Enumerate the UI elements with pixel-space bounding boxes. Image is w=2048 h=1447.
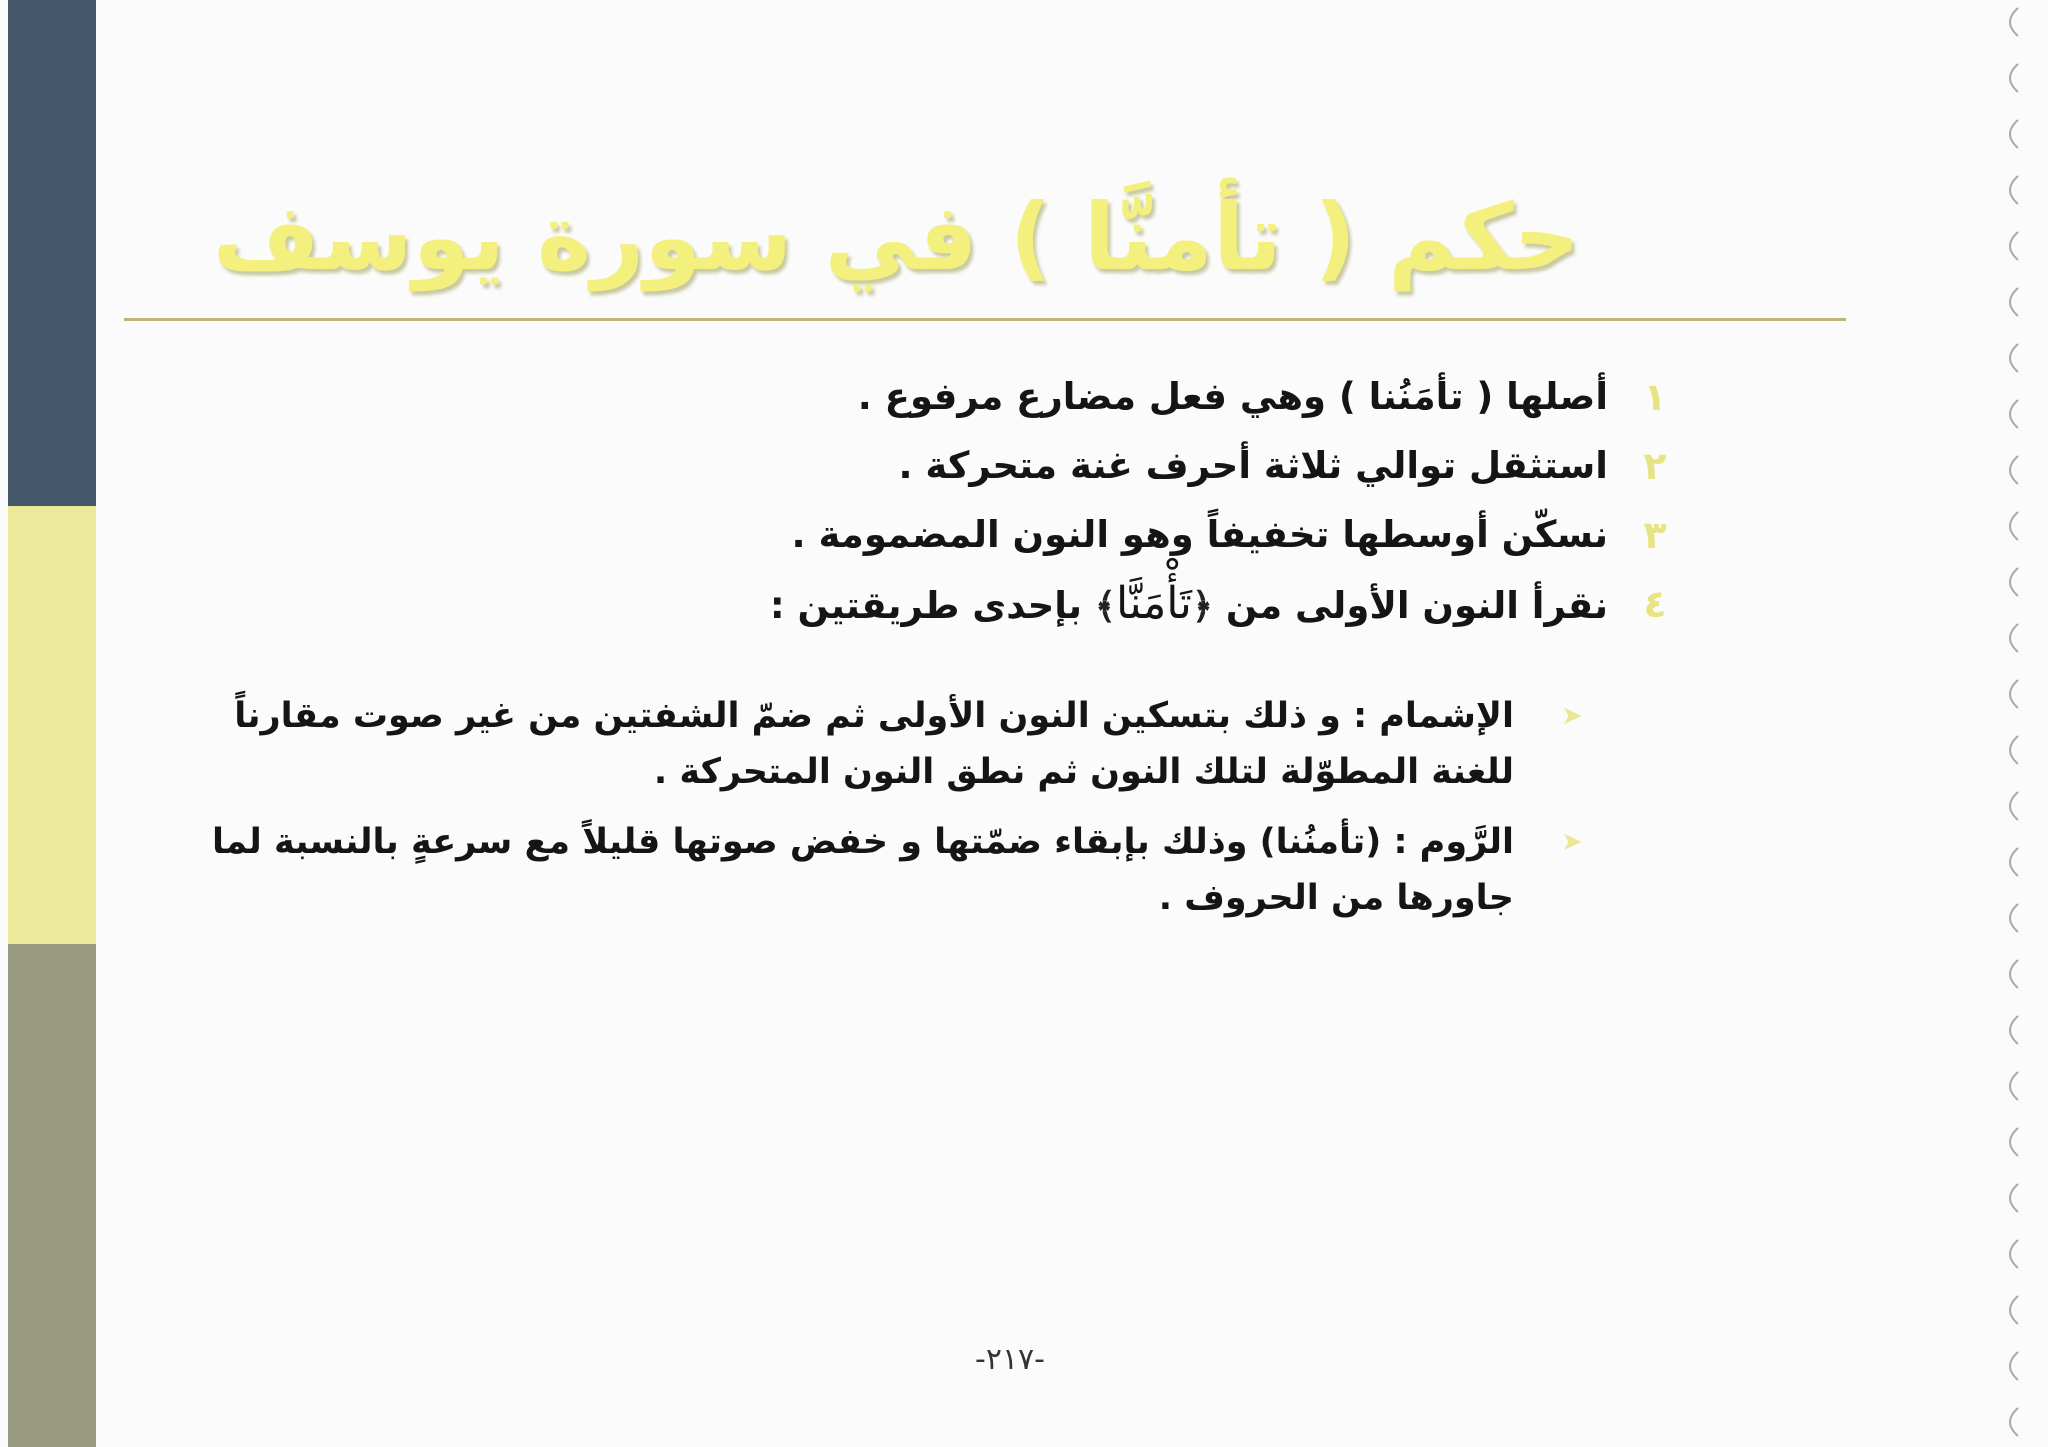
binding-ring: [2010, 1128, 2018, 1156]
item-number: ١: [1643, 375, 1667, 419]
binding-ring: [2010, 176, 2018, 204]
binding-ring: [2010, 344, 2018, 372]
binding-ring: [2010, 400, 2018, 428]
item-number: ٢: [1643, 444, 1667, 488]
bullet-list: [200, 688, 1620, 940]
left-stripe-yellow: [8, 506, 96, 944]
list-item: [600, 504, 1690, 573]
list-item: [600, 366, 1690, 435]
ornate-bracket-close: ﴾: [1094, 586, 1117, 627]
binding-ring: [2010, 960, 2018, 988]
binding-ring: [2010, 736, 2018, 764]
title-divider: [124, 318, 1846, 321]
binding-ring: [2010, 1240, 2018, 1268]
binding-ring: [2010, 232, 2018, 260]
binding-ring: [2010, 904, 2018, 932]
spiral-binding: [1988, 0, 2028, 1447]
bullet-item: [200, 814, 1620, 926]
binding-ring: [2010, 120, 2018, 148]
numbered-list: [600, 366, 1690, 642]
item-text: نسكّن أوسطها تخفيفاً وهو النون المضمومة .: [791, 513, 1608, 556]
arrow-bullet-icon: ➤: [1561, 827, 1583, 857]
left-stripe-olive: [8, 944, 96, 1447]
binding-ring: [2010, 456, 2018, 484]
bullet-item: [200, 688, 1620, 800]
binding-ring: [2010, 8, 2018, 36]
binding-ring: [2010, 624, 2018, 652]
bullet-text: الرَّوم : (تأمنُنا) وذلك بإبقاء ضمّتها و خفض صوتها قليلاً مع سرعةٍ بالنسبة لما جاورها من الحروف .: [212, 822, 1514, 918]
binding-ring: [2010, 1072, 2018, 1100]
binding-ring: [2010, 64, 2018, 92]
binding-ring: [2010, 568, 2018, 596]
item-text-before: نقرأ النون الأولى من: [1225, 584, 1608, 627]
item-text: استثقل توالي ثلاثة أحرف غنة متحركة .: [898, 444, 1608, 487]
item-text-after: بإحدى طريقتين :: [769, 584, 1083, 627]
binding-ring: [2010, 680, 2018, 708]
binding-ring: [2010, 1184, 2018, 1212]
page-number: -٢١٧-: [975, 1342, 1045, 1377]
binding-ring: [2010, 848, 2018, 876]
binding-ring: [2010, 1016, 2018, 1044]
binding-ring: [2010, 1352, 2018, 1380]
item-text: [770, 573, 1620, 638]
binding-ring: [2010, 288, 2018, 316]
list-item: [600, 573, 1690, 642]
binding-ring: [2010, 1408, 2018, 1436]
binding-ring: [2010, 1296, 2018, 1324]
item-number: ٤: [1643, 582, 1667, 626]
arrow-bullet-icon: ➤: [1561, 701, 1583, 731]
binding-ring: [2010, 512, 2018, 540]
bullet-text: الإشمام : و ذلك بتسكين النون الأولى ثم ضمّ الشفتين من غير صوت مقارناً للغنة المطوّلة لتلك النون ثم نطق النون المتحركة .: [234, 696, 1514, 792]
item-number: ٣: [1643, 513, 1667, 557]
list-item: [600, 435, 1690, 504]
ornate-bracket-open: ﴿: [1191, 586, 1214, 627]
item-text: أصلها ( تأمَنُنا ) وهي فعل مضارع مرفوع .: [857, 375, 1608, 418]
binding-ring: [2010, 792, 2018, 820]
page-title: حكم ( تأمنَّا ) في سورة يوسف: [212, 184, 1580, 291]
left-stripe-blue: [8, 0, 96, 506]
quran-word: تَأْمَنَّا: [1116, 578, 1192, 629]
